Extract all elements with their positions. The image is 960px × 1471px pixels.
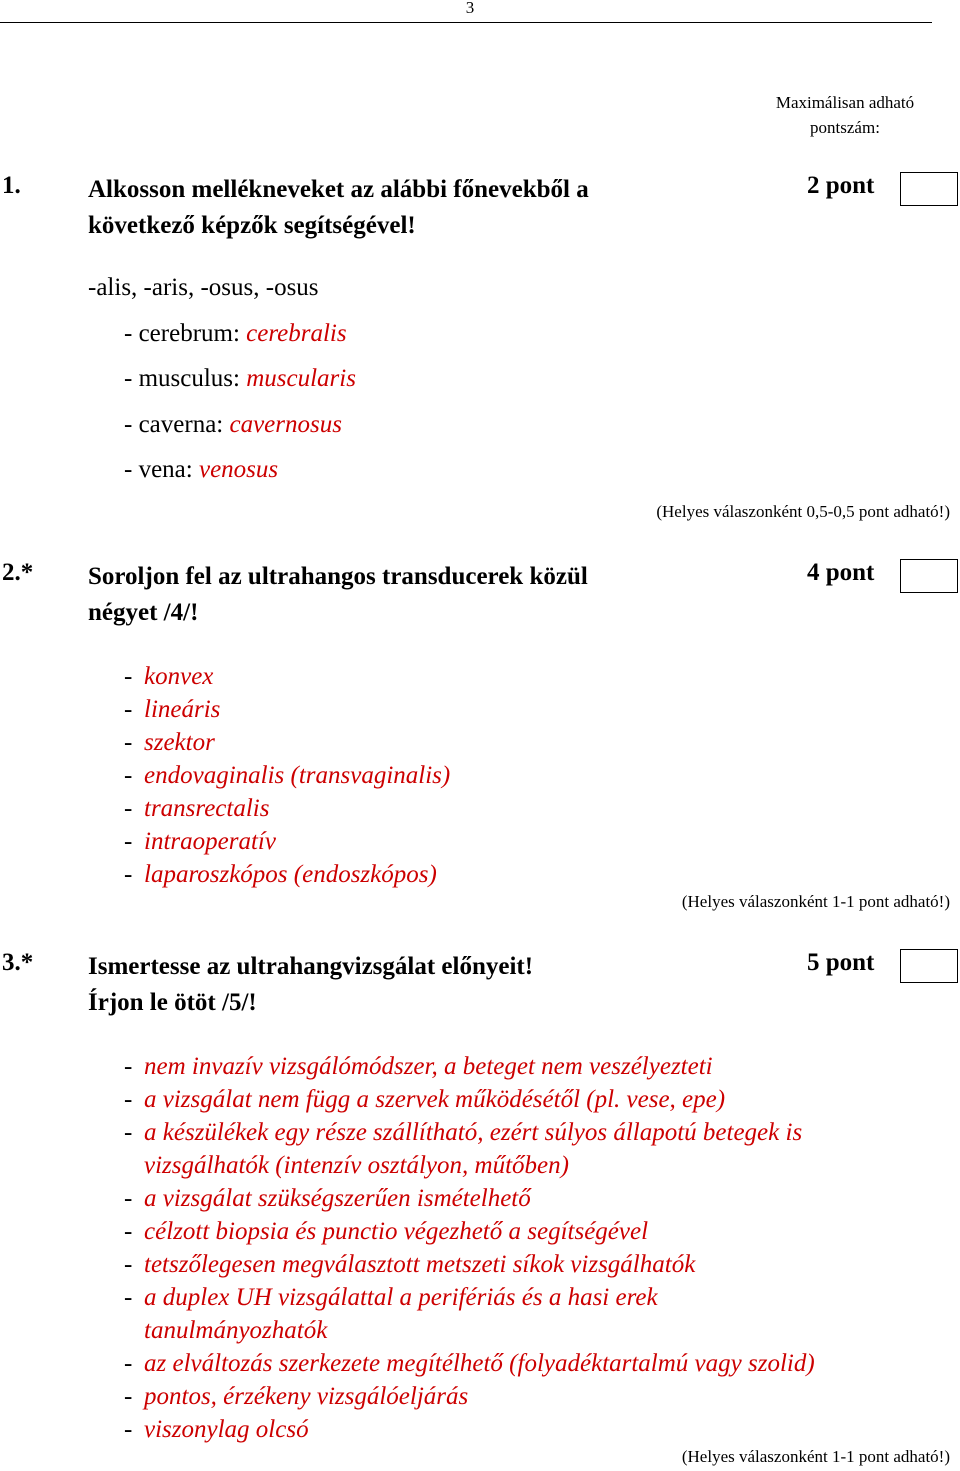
answer-text: viszonylag olcsó bbox=[144, 1416, 309, 1443]
q1-text-line2: következő képzők segítségével! bbox=[88, 212, 416, 239]
answer-text: célzott biopsia és punctio végezhető a segítségével bbox=[144, 1218, 649, 1245]
list-item bbox=[124, 1116, 815, 1149]
list-dash: - bbox=[124, 1086, 133, 1113]
answer-text: az elváltozás szerkezete megítélhető (folyadéktartalmú vagy szolid) bbox=[144, 1350, 815, 1377]
max-points-header-line1: Maximálisan adható bbox=[775, 93, 915, 112]
q1-item bbox=[124, 456, 278, 484]
list-dash: - bbox=[124, 861, 133, 888]
answer-text: a készülékek egy része szállítható, ezért súlyos állapotú betegek is bbox=[144, 1119, 803, 1146]
list-dash: - bbox=[124, 696, 133, 723]
q1-suffixes: -alis, -aris, -osus, -osus bbox=[88, 274, 319, 301]
answer-text: a vizsgálat nem függ a szervek működésétől (pl. vese, epe) bbox=[144, 1086, 726, 1113]
q1-item-dash: - bbox=[124, 456, 139, 483]
q1-item-noun: caverna: bbox=[138, 411, 230, 438]
q1-item-noun: musculus: bbox=[138, 365, 247, 392]
q2-number: 2.* bbox=[2, 559, 34, 586]
list-item bbox=[124, 858, 450, 891]
answer-text: nem invazív vizsgálómódszer, a beteget nem veszélyezteti bbox=[144, 1053, 713, 1080]
header-divider bbox=[0, 22, 932, 23]
page-number: 3 bbox=[465, 0, 475, 17]
q3-text-line1: Ismertesse az ultrahangvizsgálat előnyeit! bbox=[88, 953, 534, 980]
answer-text: lineáris bbox=[144, 696, 221, 723]
list-item bbox=[124, 726, 450, 759]
answer-text: tetszőlegesen megválasztott metszeti síkok vizsgálhatók bbox=[144, 1251, 696, 1278]
answer-text: szektor bbox=[144, 729, 215, 756]
answer-text: vizsgálhatók (intenzív osztályon, műtőben) bbox=[144, 1152, 569, 1179]
list-item bbox=[124, 693, 450, 726]
answer-text: intraoperatív bbox=[144, 828, 276, 855]
list-item bbox=[124, 1380, 815, 1413]
list-dash: - bbox=[124, 1053, 133, 1080]
q1-scoring-note: (Helyes válaszonként 0,5-0,5 pont adható!) bbox=[656, 502, 950, 521]
q3-answer-list bbox=[124, 1050, 815, 1446]
list-item bbox=[124, 660, 450, 693]
answer-text: konvex bbox=[144, 663, 214, 690]
q1-item bbox=[124, 365, 356, 393]
q1-item-answer: cavernosus bbox=[229, 411, 342, 438]
q1-item-noun: cerebrum: bbox=[138, 320, 247, 347]
q2-scoring-note: (Helyes válaszonként 1-1 pont adható!) bbox=[681, 892, 950, 911]
q1-item-dash: - bbox=[124, 320, 139, 347]
list-dash: - bbox=[124, 1350, 133, 1377]
max-points-header-line2: pontszám: bbox=[810, 118, 880, 137]
list-item-continuation bbox=[124, 1149, 815, 1182]
q3-points: 5 pont bbox=[807, 949, 875, 976]
answer-text: a vizsgálat szükségszerűen ismételhető bbox=[144, 1185, 531, 1212]
list-dash: - bbox=[124, 663, 133, 690]
q3-score-box[interactable] bbox=[900, 949, 958, 983]
q3-text bbox=[88, 949, 533, 1021]
q2-text-line1: Soroljon fel az ultrahangos transducerek közül bbox=[88, 563, 588, 590]
answer-text: transrectalis bbox=[144, 795, 270, 822]
list-dash: - bbox=[124, 1284, 133, 1311]
q3-scoring-note: (Helyes válaszonként 1-1 pont adható!) bbox=[681, 1447, 950, 1466]
answer-text: a duplex UH vizsgálattal a perifériás és a hasi erek bbox=[144, 1284, 658, 1311]
list-dash: - bbox=[124, 1185, 133, 1212]
q1-item bbox=[124, 320, 347, 348]
q1-item-answer: muscularis bbox=[246, 365, 356, 392]
q2-points: 4 pont bbox=[807, 559, 875, 586]
list-dash: - bbox=[124, 1416, 133, 1443]
q1-points: 2 pont bbox=[807, 172, 875, 199]
list-item bbox=[124, 1050, 815, 1083]
q1-score-box[interactable] bbox=[900, 172, 958, 206]
list-dash: - bbox=[124, 1251, 133, 1278]
q1-item-noun: vena: bbox=[138, 456, 199, 483]
answer-text: endovaginalis (transvaginalis) bbox=[144, 762, 451, 789]
answer-text: laparoszkópos (endoszkópos) bbox=[144, 861, 437, 888]
list-item bbox=[124, 1281, 815, 1314]
list-item bbox=[124, 1182, 815, 1215]
list-item-continuation bbox=[124, 1314, 815, 1347]
answer-text: tanulmányozhatók bbox=[144, 1317, 328, 1344]
list-dash: - bbox=[124, 795, 133, 822]
q1-text-line1: Alkosson mellékneveket az alábbi főnevekből a bbox=[88, 176, 589, 203]
q2-score-box[interactable] bbox=[900, 559, 958, 593]
list-dash: - bbox=[124, 729, 133, 756]
list-dash: - bbox=[124, 1218, 133, 1245]
answer-text: pontos, érzékeny vizsgálóeljárás bbox=[144, 1383, 469, 1410]
list-item bbox=[124, 792, 450, 825]
list-dash: - bbox=[124, 1119, 133, 1146]
q1-item-answer: cerebralis bbox=[246, 320, 347, 347]
list-item bbox=[124, 1347, 815, 1380]
list-dash: - bbox=[124, 828, 133, 855]
q2-text-line2: négyet /4/! bbox=[88, 599, 199, 626]
q2-text bbox=[88, 559, 588, 631]
list-item bbox=[124, 1413, 815, 1446]
list-dash: - bbox=[124, 762, 133, 789]
q1-number: 1. bbox=[2, 172, 21, 199]
list-item bbox=[124, 1215, 815, 1248]
list-item bbox=[124, 1083, 815, 1116]
q1-item bbox=[124, 411, 342, 439]
q1-text bbox=[88, 172, 589, 244]
q1-item-dash: - bbox=[124, 411, 139, 438]
list-dash: - bbox=[124, 1383, 133, 1410]
q3-number: 3.* bbox=[2, 949, 34, 976]
q1-item-answer: venosus bbox=[198, 456, 279, 483]
q2-answer-list bbox=[124, 660, 450, 891]
q1-item-dash: - bbox=[124, 365, 139, 392]
list-item bbox=[124, 759, 450, 792]
q3-text-line2: Írjon le ötöt /5/! bbox=[88, 989, 257, 1016]
list-item bbox=[124, 825, 450, 858]
list-item bbox=[124, 1248, 815, 1281]
